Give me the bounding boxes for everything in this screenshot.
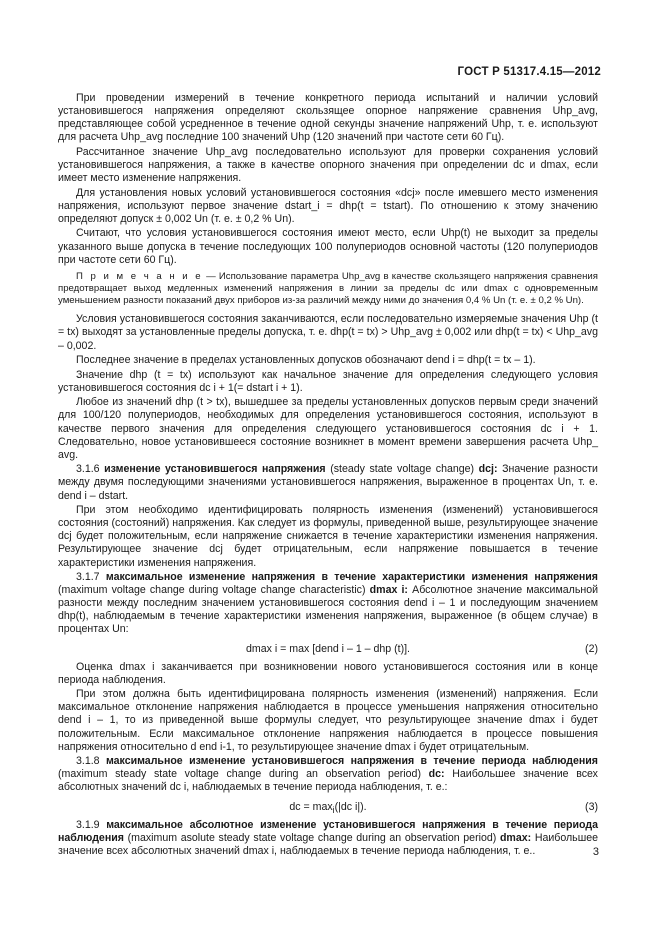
section-number: 3.1.9	[76, 818, 100, 831]
section-symbol: dmax:	[499, 831, 532, 844]
formula-expression	[289, 798, 366, 819]
paragraph: Считают, что условия установившегося состояния имеют место, если Uhp(t) не выходит за пределы указанного выше допуска в течение последующих 100 полупериодов основной частоты (120 полупериодов при частоте сети 60 Гц).	[58, 227, 598, 266]
section-term: максимальное изменение напряжения в течение характеристики изменения напряжения	[105, 571, 598, 584]
note	[58, 271, 598, 308]
formula-expression: dmax i = max [dend i – 1 – dhp (t)].	[246, 642, 410, 655]
formula-2	[58, 640, 598, 658]
section-english: (steady state voltage change)	[330, 463, 475, 476]
note-text: — Использование параметра Uhp_avg в качестве скользящего напряжения сравнения предотвращает выход медленных изменений напряжения в линии за пределы dc или dmax с одновременным уменьшением разности показаний двух приборов из-за различий между ними до значения 0,4 % Un (т. е. ± 0,2 % Un).	[58, 270, 598, 307]
section-number: 3.1.8	[76, 755, 100, 768]
formula-number: (2)	[585, 642, 598, 655]
section-3-1-7	[58, 571, 598, 636]
paragraph: Последнее значение в пределах установленных допусков обозначают dend i = dhp(t = tx – 1).	[76, 354, 536, 367]
section-term: изменение установившегося напряжения	[104, 463, 326, 476]
paragraph: Условия установившегося состояния заканчиваются, если последовательно измеряемые значения Uhp (t = tx) выходят за установленные пределы допуска, т. е. dhp(t = tx) > Uhp_avg ± 0,002 или dhp(t = tx) < Uhp_avg – 0,002.	[58, 313, 598, 352]
document-body	[58, 92, 598, 859]
section-symbol: dc:	[428, 768, 445, 781]
paragraph: При этом должна быть идентифицирована полярность изменения (изменений) напряжения. Если максимальное отклонение напряжения наблюдается в процессе уменьшения напряжения относительно dend i – 1, то из приведенной выше формулы следует, что результирующее значение dmax i будет положительным. Если максимальное отклонение напряжения наблюдается в процессе повышения напряжения относительно d end i-1, то результирующее значение dmax i будет отрицательным.	[58, 688, 598, 753]
paragraph: Оценка dmax i заканчивается при возникновении нового установившегося состояния или в конце периода наблюдения.	[58, 660, 598, 686]
paragraph: При этом необходимо идентифицировать полярность изменения (изменений) установившегося состояния (состояний) напряжения. Как следует из формулы, приведенной выше, результирующее значение dcj будет положительным, если напряжение снижается в течение характеристики изменения напряжения. Результирующее значение dcj будет отрицательным, если напряжение повышается в течение характеристики изменения напряжения.	[58, 504, 598, 569]
section-symbol: dmax i:	[369, 584, 408, 597]
section-term: максимальное абсолютное изменение установившегося напряжения в течение периода наблюдения	[58, 818, 598, 844]
formula-number: (3)	[585, 800, 598, 813]
section-term: максимальное изменение установившегося напряжения в течение периода наблюдения	[105, 755, 598, 768]
section-number: 3.1.6	[76, 463, 100, 476]
section-definition: Наибольшее значение всех абсолютных значений dmax i, наблюдаемых в течение периода наблюдения, т. е..	[58, 831, 598, 857]
document-header: ГОСТ Р 51317.4.15—2012	[457, 66, 601, 78]
section-definition: Наибольшее значение всех абсолютных значений dc i, наблюдаемых в течение периода наблюдения, т. е.:	[58, 768, 598, 794]
section-english: (maximum asolute steady state voltage change during an observation period)	[127, 831, 497, 844]
formula-lhs: dc =	[289, 800, 313, 813]
paragraph: При проведении измерений в течение конкретного периода испытаний и наличии условий установившегося напряжения определяют скользящее опорное напряжение сравнения Uhp_avg, представляющее собой усредненное в течение одной секунды значение напряжений Uhp, т. е. используют для расчета Uhp_avg последние 100 значений Uhp (120 значений при частоте сети 60 Гц).	[58, 92, 598, 144]
section-symbol: dcj:	[478, 463, 498, 476]
formula-arg: (|dc i|).	[334, 800, 367, 813]
section-english: (maximum voltage change during voltage change characteristic)	[58, 584, 366, 597]
paragraph: Значение dhp (t = tx) используют как начальное значение для определения следующего условия установившегося состояния dc i + 1(= dstart i + 1).	[58, 368, 598, 394]
note-label: П р и м е ч а н и е	[76, 270, 203, 282]
paragraph: Любое из значений dhp (t > tx), вышедшее за пределы установленных допусков первым среди значений для 100/120 полупериодов, необходимых для определения установившегося состояния, используют в качестве первого значения для определения следующего установившегося состояния dc i + 1. Следовательно, новое установившееся состояние возникнет в момент времени завершения расчета Uhp_ avg.	[58, 396, 598, 461]
paragraph: Рассчитанное значение Uhp_avg последовательно используют для проверки сохранения условий установившегося напряжения, а также в качестве опорного значения при определении dc и dmax, если имеет место изменение напряжения.	[58, 145, 598, 185]
paragraph: Для установления новых условий установившегося состояния «dcj» после имевшего место изменения напряжения, используют первое значение dstart_i = dhp(t = tstart). По отношению к этому значению определяют допуск ± 0,002 Un (т. е. ± 0,2 % Un).	[58, 186, 598, 225]
formula-op: max	[312, 800, 333, 813]
section-3-1-8	[58, 755, 598, 794]
section-definition: Абсолютное значение максимальной разности между последним значением установившегося состояния dend i – 1 и последующим значением dhp(t), наблюдаемым в течение характеристики изменения напряжения, выраженное (в общем случае) в процентах Un:	[58, 584, 598, 636]
section-3-1-9	[58, 819, 598, 858]
section-definition: Значение разности между двумя последующими значениями установившегося напряжения, выраженное в процентах Un, т. е. dend i – dstart.	[58, 463, 598, 502]
section-number: 3.1.7	[76, 571, 100, 584]
section-3-1-6	[58, 463, 598, 502]
page-number: 3	[592, 846, 599, 858]
section-english: (maximum steady state voltage change during an observation period)	[58, 768, 421, 781]
formula-sub: i	[332, 804, 335, 815]
formula-3	[58, 798, 598, 816]
